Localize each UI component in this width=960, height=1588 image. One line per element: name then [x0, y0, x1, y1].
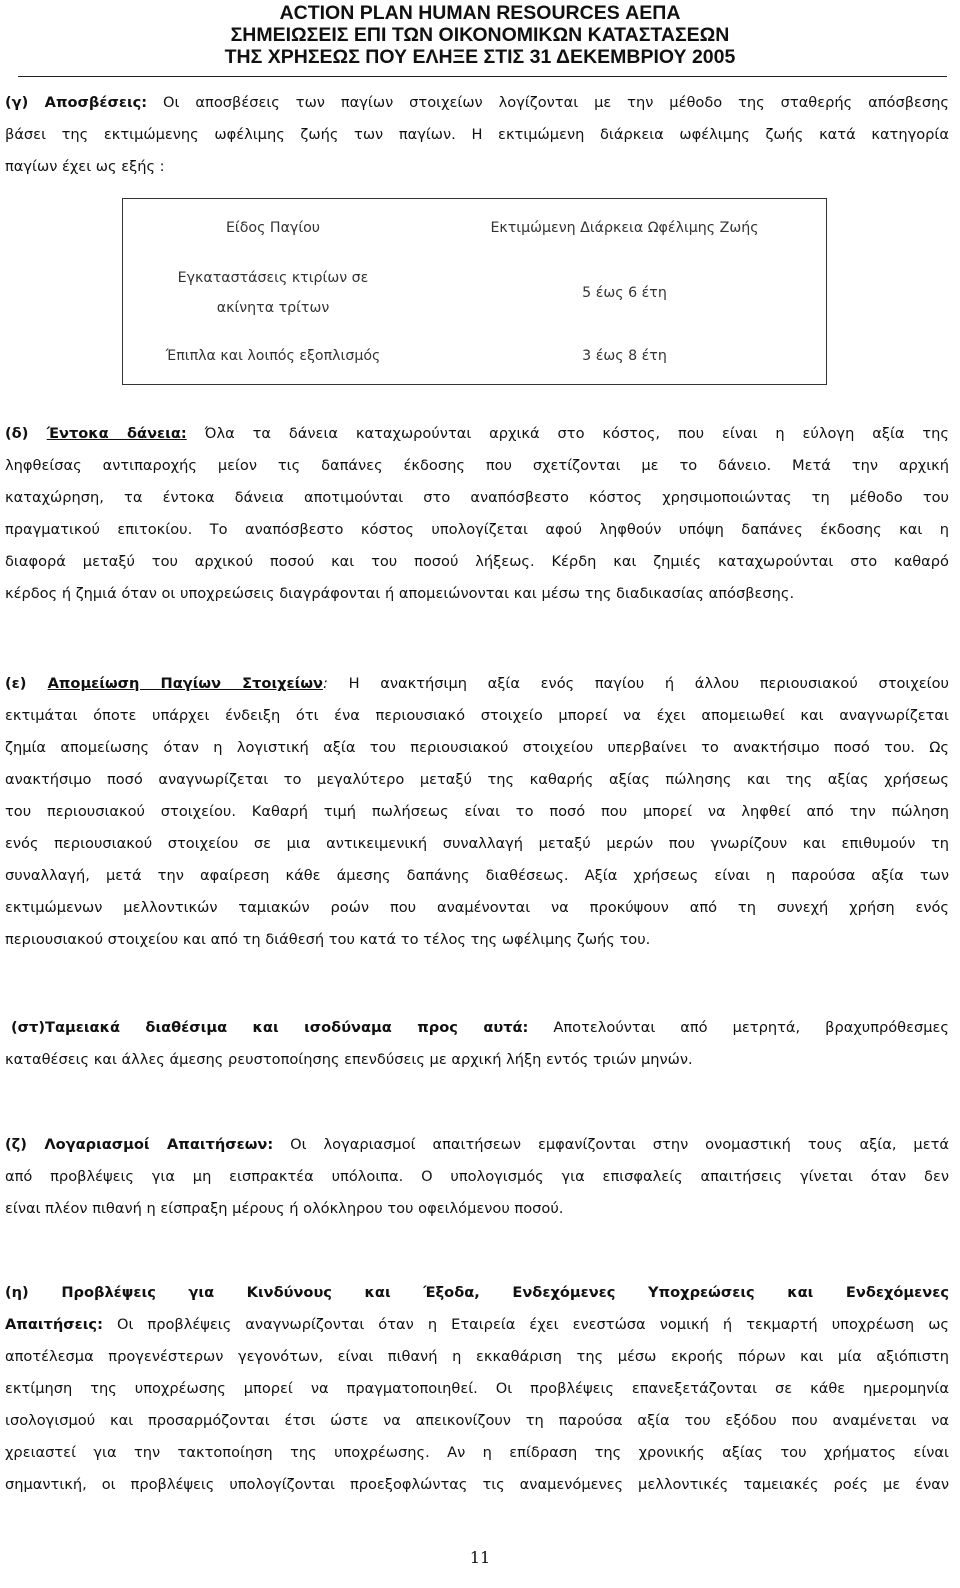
- section-heading: Απομείωση Παγίων Στοιχείων: [47, 675, 323, 692]
- page-number: 11: [469, 1548, 491, 1567]
- text-line: ληφθείσας αντιπαροχής μείον τις δαπάνες έκδοσης που σχετίζονται με το δάνειο. Μετά την αρχική: [5, 457, 949, 474]
- table-header-cell: Εκτιμώμενη Διάρκεια Ωφέλιμης Ζωής: [490, 219, 759, 236]
- text-line: χρειαστεί για την τακτοποίηση της υποχρέωσης. Αν η επίδραση της χρονικής αξίας του χρήματος είναι: [5, 1444, 949, 1461]
- text-line: ανακτήσιμο ποσό αναγνωρίζεται το μεγαλύτερο μεταξύ της καθαρής αξίας πώλησης και της αξίας χρήσεως: [5, 771, 949, 788]
- section-interest-bearing-loans: [5, 418, 949, 610]
- table-cell-line: ακίνητα τρίτων: [216, 299, 330, 316]
- text-line: είναι πλέον πιθανή η είσπραξη μέρους ή ολόκληρου του οφειλόμενου ποσού.: [5, 1200, 564, 1217]
- text-line: συναλλαγή, μετά την αφαίρεση κάθε άμεσης δαπάνης διαθέσεως. Αξία χρήσεως είναι η παρούσα αξία των: [5, 867, 949, 884]
- document-header: [0, 2, 960, 68]
- text-line: ισολογισμού και προσαρμόζονται έτσι ώστε να απεικονίζουν τη παρούσα αξία του εξόδου που αναμένεται να: [5, 1412, 949, 1429]
- text-line: καταχώρηση, τα έντοκα δάνεια αποτιμούνται στο αναπόσβεστο κόστος χρησιμοποιώντας τη μέθοδο του: [5, 489, 949, 506]
- table-cell: Έπιπλα και λοιπός εξοπλισμός: [165, 348, 381, 365]
- section-label: (ε): [5, 675, 48, 692]
- text-line: ζημία απομείωσης όταν η λογιστική αξία του περιουσιακού στοιχείου υπερβαίνει το ανακτήσιμο ποσό του. Ως: [5, 739, 949, 756]
- heading-colon: :: [323, 675, 328, 692]
- section-label: (δ): [5, 425, 47, 442]
- text-line: παγίων έχει ως εξής :: [5, 158, 165, 175]
- text-line: από προβλέψεις για μη εισπρακτέα υπόλοιπα. Ο υπολογισμός για επισφαλείς απαιτήσεις γίνεται όταν δεν: [5, 1168, 949, 1185]
- section-heading: (η) Προβλέψεις για Κινδύνους και Έξοδα, Ενδεχόμενες Υποχρεώσεις και Ενδεχόμενες: [5, 1284, 949, 1301]
- text-line: εκτίμηση της υποχρέωσης μπορεί να πραγματοποιηθεί. Οι προβλέψεις επανεξετάζονται σε κάθε ημερομηνία: [5, 1380, 949, 1397]
- header-line-3: ΤΗΣ ΧΡΗΣΕΩΣ ΠΟΥ ΕΛΗΞΕ ΣΤΙΣ 31 ΔΕΚΕΜΒΡΙΟΥ 2005: [224, 46, 736, 68]
- text-line: σημαντική, οι προβλέψεις υπολογίζονται προεξοφλώντας τις αναμενόμενες μελλοντικές ταμειακές ροές με έναν: [5, 1476, 949, 1493]
- table-cell-line: Εγκαταστάσεις κτιρίων σε: [177, 269, 369, 286]
- text-line: Οι αποσβέσεις των παγίων στοιχείων λογίζονται με την μέθοδο της σταθερής απόσβεσης: [147, 94, 949, 111]
- text-line: πραγματικού επιτοκίου. Το αναπόσβεστο κόστος υπολογίζεται αφού ληφθούν υπόψη δαπάνες έκδοσης και η: [5, 521, 949, 538]
- section-cash: [5, 1012, 949, 1076]
- table-cell: 3 έως 8 έτη: [582, 348, 667, 365]
- text-line: Όλα τα δάνεια καταχωρούνται αρχικά στο κόστος, που είναι η εύλογη αξία της: [186, 425, 949, 442]
- table-row: [123, 257, 827, 329]
- text-line: περιουσιακού στοιχείου και από τη διάθεσή του κατά το τέλος της ωφέλιμης ζωής του.: [5, 931, 651, 948]
- text-line: Οι προβλέψεις αναγνωρίζονται όταν η Εταιρεία έχει ενεστώσα νομική ή τεκμαρτή υποχρέωση ως: [102, 1316, 949, 1333]
- text-line: βάσει της εκτιμώμενης ωφέλιμης ζωής των παγίων. Η εκτιμώμενη διάρκεια ωφέλιμης ζωής κατά κατηγορία: [5, 126, 949, 143]
- text-line: αποτέλεσμα προγενέστερων γεγονότων, είναι πιθανή η εκκαθάριση της μέσω εκροής πόρων και μία αξιόπιστη: [5, 1348, 949, 1365]
- section-heading: (ζ) Λογαριασμοί Απαιτήσεων:: [5, 1136, 274, 1153]
- section-impairment: [5, 668, 949, 956]
- text-line: καταθέσεις και άλλες άμεσης ρευστοποίησης επενδύσεις με αρχική λήξη εντός τριών μηνών.: [5, 1051, 693, 1068]
- table-header-row: [123, 199, 827, 257]
- text-line: διαφορά μεταξύ του αρχικού ποσού και του ποσού λήξεως. Κέρδη και ζημιές καταχωρούνται στο καθαρό: [5, 553, 949, 570]
- table-cell: 5 έως 6 έτη: [582, 284, 667, 301]
- header-line-2: ΣΗΜΕΙΩΣΕΙΣ ΕΠΙ ΤΩΝ ΟΙΚΟΝΟΜΙΚΩΝ ΚΑΤΑΣΤΑΣΕΩΝ: [230, 24, 730, 46]
- text-line: εκτιμάται όποτε υπάρχει ένδειξη ότι ένα περιουσιακό στοιχείο μπορεί να έχει απομειωθεί και αναγνωρίζεται: [5, 707, 949, 724]
- table-cell: [123, 257, 424, 329]
- section-heading: (στ)Ταμειακά διαθέσιμα και ισοδύναμα προς αυτά:: [11, 1019, 529, 1036]
- text-line: εκτιμώμενων μελλοντικών ταμιακών ροών που αναμένονται να προκύψουν από τη συνεχή χρήση ενός: [5, 899, 949, 916]
- header-line-1: ACTION PLAN HUMAN RESOURCES ΑΕΠΑ: [279, 2, 681, 24]
- table-header-cell: Είδος Παγίου: [225, 219, 321, 236]
- section-depreciation: [5, 87, 949, 183]
- header-rule: [18, 76, 947, 77]
- section-heading-cont: Απαιτήσεις:: [5, 1316, 103, 1333]
- text-line: Η ανακτήσιμη αξία ενός παγίου ή άλλου περιουσιακού στοιχείου: [327, 675, 949, 692]
- section-heading: Έντοκα δάνεια:: [46, 425, 187, 442]
- text-line: του περιουσιακού στοιχείου. Καθαρή τιμή πωλήσεως είναι το ποσό που μπορεί να ληφθεί από την πώληση: [5, 803, 949, 820]
- section-receivables: [5, 1129, 949, 1225]
- text-line: κέρδος ή ζημιά όταν οι υποχρεώσεις διαγράφονται ή απομειώνονται και μέσω της διαδικασίας απόσβεσης.: [5, 585, 795, 602]
- section-provisions: [5, 1277, 949, 1501]
- text-line: Οι λογαριασμοί απαιτήσεων εμφανίζονται στην ονομαστική τους αξία, μετά: [273, 1136, 949, 1153]
- useful-life-table: [122, 198, 827, 385]
- text-line: Αποτελούνται από μετρητά, βραχυπρόθεσμες: [528, 1019, 949, 1036]
- section-heading: (γ) Αποσβέσεις:: [5, 94, 148, 111]
- text-line: ενός περιουσιακού στοιχείου σε μια αντικειμενική συναλλαγή μεταξύ μερών που γνωρίζουν και επιθυμούν τη: [5, 835, 949, 852]
- table-row: [123, 329, 827, 385]
